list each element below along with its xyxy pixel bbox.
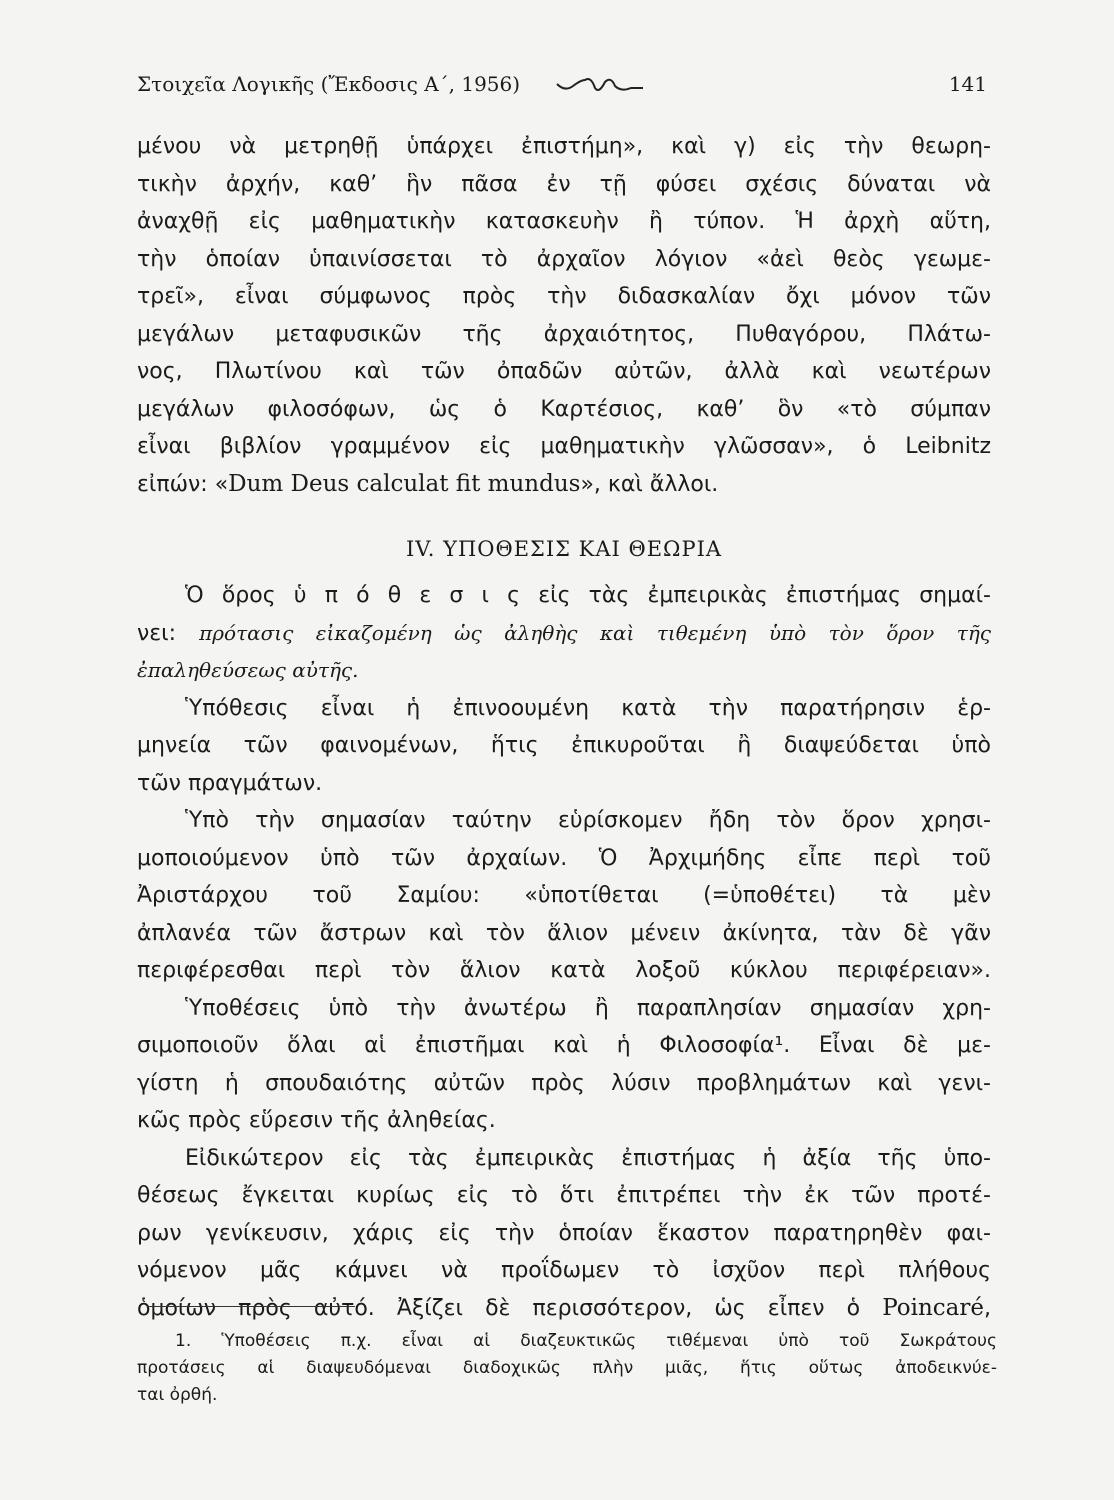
text-line: Εἰδικώτερον εἰς τὰς ἐμπειρικὰς ἐπιστήμας ἡ ἀξία τῆς ὑπο- bbox=[185, 1145, 991, 1171]
latin-name: Poincaré bbox=[882, 1294, 984, 1321]
footnotes bbox=[137, 1328, 997, 1409]
text-line: μηνεία τῶν φαινομένων, ἥτις ἐπικυροῦται ἢ διαψεύδεται ὑπὸ bbox=[137, 733, 991, 758]
ornament-flourish-icon bbox=[555, 74, 645, 96]
text-line: σιμοποιοῦν ὅλαι αἱ ἐπιστῆμαι καὶ ἡ Φιλοσοφία¹. Εἶναι δὲ με- bbox=[137, 1033, 991, 1058]
text-line: μεγάλων φιλοσόφων, ὡς ὁ Καρτέσιος, καθ’ ὃν «τὸ σύμπαν bbox=[137, 396, 991, 422]
text-line: Ὑπόθεσις εἶναι ἡ ἐπινοουμένη κατὰ τὴν παρατήρησιν ἑρ- bbox=[185, 695, 991, 721]
text-line bbox=[137, 652, 991, 690]
text-fragment: ὁμοίων πρὸς αὐτό. Ἀξίζει δὲ περισσότερον, ὡς εἶπεν ὁ bbox=[137, 1295, 883, 1321]
text-fragment: νει: bbox=[137, 620, 200, 646]
footnote-line: 1. Ὑποθέσεις π.χ. εἶναι αἱ διαζευκτικῶς τιθέμεναι ὑπὸ τοῦ Σωκράτους bbox=[175, 1331, 997, 1351]
text-line: Ὁ ὅρος ὑ π ό θ ε σ ι ς εἰς τὰς ἐμπειρικὰς ἐπιστήμας σημαί- bbox=[185, 583, 991, 608]
running-title: Στοιχεῖα Λογικῆς (Ἔκδοσις Α΄, 1956) bbox=[137, 72, 521, 96]
text-fragment: , bbox=[984, 1295, 991, 1321]
text-line: νος, Πλωτίνου καὶ τῶν ὀπαδῶν αὐτῶν, ἀλλὰ καὶ νεωτέρων bbox=[137, 359, 991, 384]
footnote-line: προτάσεις αἱ διαψευδόμεναι διαδοχικῶς πλὴν μιᾶς, ἥτις οὕτως ἀποδεικνύε- bbox=[137, 1358, 997, 1378]
footnote-line: ται ὀρθή. bbox=[137, 1385, 218, 1405]
latin-quote: Dum Deus calculat fit mundus bbox=[228, 470, 581, 497]
text-line: Ὑποθέσεις ὑπὸ τὴν ἀνωτέρω ἢ παραπλησίαν σημασίαν χρη- bbox=[185, 995, 991, 1021]
text-line: τρεῖ», εἶναι σύμφωνος πρὸς τὴν διδασκαλίαν ὄχι μόνον τῶν bbox=[137, 284, 991, 309]
footnote-rule bbox=[147, 1306, 355, 1307]
text-line: γίστη ἡ σπουδαιότης αὐτῶν πρὸς λύσιν προβλημάτων καὶ γενι- bbox=[137, 1070, 991, 1096]
page-number: 141 bbox=[948, 72, 987, 96]
text-line bbox=[137, 615, 991, 653]
text-line bbox=[137, 466, 991, 504]
text-line: ἀπλανέα τῶν ἄστρων καὶ τὸν ἅλιον μένειν ἀκίνητα, τὰν δὲ γᾶν bbox=[137, 920, 991, 946]
text-line: εἶναι βιβλίον γραμμένον εἰς μαθηματικὴν γλῶσσαν», ὁ Leibnitz bbox=[137, 434, 991, 459]
text-line: μοποιούμενον ὑπὸ τῶν ἀρχαίων. Ὁ Ἀρχιμήδης εἶπε περὶ τοῦ bbox=[137, 845, 991, 871]
body-text bbox=[137, 128, 991, 1327]
text-line: νόμενον μᾶς κάμνει νὰ προΐδωμεν τὸ ἰσχῦον περὶ πλήθους bbox=[137, 1258, 991, 1283]
text-line: τῶν πραγμάτων. bbox=[137, 770, 323, 796]
italic-definition: ἐπαληθεύσεως αὐτῆς. bbox=[137, 658, 359, 682]
text-line: μεγάλων μεταφυσικῶν τῆς ἀρχαιότητος, Πυθαγόρου, Πλάτω- bbox=[137, 321, 991, 347]
italic-definition: πρότασις εἰκαζομένη ὡς ἀληθὴς καὶ τιθεμένη ὑπὸ τὸν ὅρον τῆς bbox=[199, 620, 992, 645]
text-line: ἀναχθῇ εἰς μαθηματικὴν κατασκευὴν ἢ τύπον. Ἡ ἀρχὴ αὕτη, bbox=[137, 209, 991, 234]
text-line: μένου νὰ μετρηθῇ ὑπάρχει ἐπιστήμη», καὶ γ) εἰς τὴν θεωρη- bbox=[137, 134, 991, 159]
text-line: Ὑπὸ τὴν σημασίαν ταύτην εὑρίσκομεν ἤδη τὸν ὅρον χρησι- bbox=[185, 808, 991, 833]
text-fragment: εἰπών: « bbox=[137, 471, 229, 497]
running-header bbox=[137, 70, 987, 102]
text-line: τὴν ὁποίαν ὑπαινίσσεται τὸ ἀρχαῖον λόγιον «ἀεὶ θεὸς γεωμε- bbox=[137, 246, 991, 272]
text-line: τικὴν ἀρχήν, καθ’ ἣν πᾶσα ἐν τῇ φύσει σχέσις δύναται νὰ bbox=[137, 171, 991, 197]
section-heading: IV. ΥΠΟΘΕΣΙΣ ΚΑΙ ΘΕΩΡΙΑ bbox=[405, 537, 723, 561]
text-line: κῶς πρὸς εὕρεσιν τῆς ἀληθείας. bbox=[137, 1108, 496, 1133]
text-line: περιφέρεσθαι περὶ τὸν ἅλιον κατὰ λοξοῦ κύκλου περιφέρειαν». bbox=[137, 958, 991, 983]
text-fragment: », καὶ ἄλλοι. bbox=[580, 471, 719, 497]
text-line: ρων γενίκευσιν, χάρις εἰς τὴν ὁποίαν ἕκαστον παρατηρηθὲν φαι- bbox=[137, 1220, 991, 1246]
text-line: θέσεως ἔγκειται κυρίως εἰς τὸ ὅτι ἐπιτρέπει τὴν ἐκ τῶν προτέ- bbox=[137, 1183, 991, 1208]
text-line: Ἀριστάρχου τοῦ Σαμίου: «ὑποτίθεται (=ὑποθέτει) τὰ μὲν bbox=[137, 883, 991, 908]
text-line bbox=[137, 1290, 991, 1328]
